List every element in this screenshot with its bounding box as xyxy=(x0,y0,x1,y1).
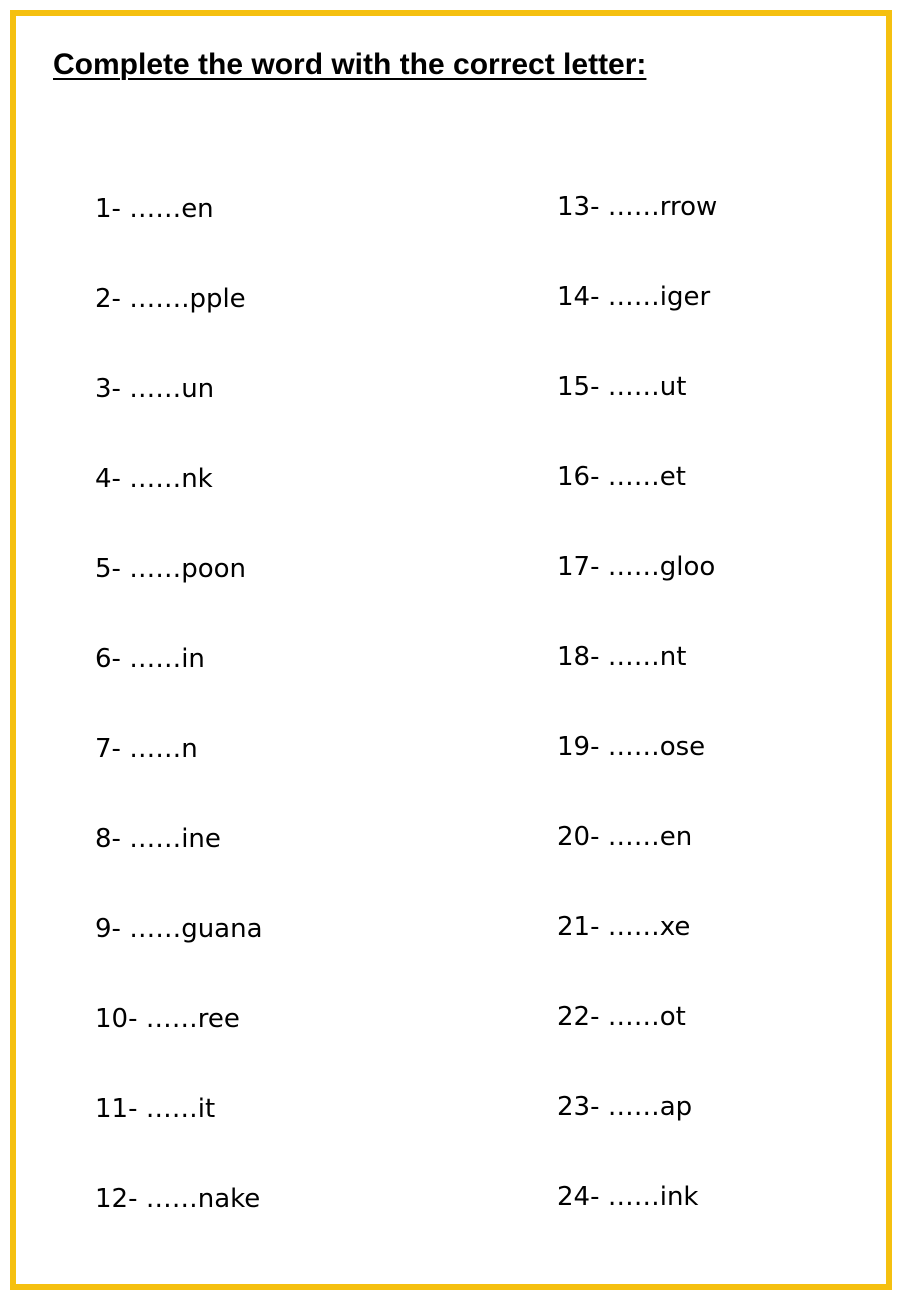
left-word-column xyxy=(95,0,455,1300)
exercise-item-9: 9- ……guana xyxy=(95,914,263,944)
exercise-item-3: 3- ……un xyxy=(95,374,215,404)
worksheet-title: Complete the word with the correct letter: xyxy=(53,48,647,81)
right-word-column xyxy=(557,0,900,1300)
exercise-item-10: 10- ……ree xyxy=(95,1004,240,1034)
exercise-item-11: 11- ……it xyxy=(95,1094,216,1124)
exercise-item-7: 7- ……n xyxy=(95,734,198,764)
exercise-item-5: 5- ……poon xyxy=(95,554,246,584)
exercise-item-2: 2- …….pple xyxy=(95,284,246,314)
exercise-item-1: 1- ……en xyxy=(95,194,214,224)
exercise-item-8: 8- ……ine xyxy=(95,824,221,854)
exercise-item-4: 4- ……nk xyxy=(95,464,213,494)
exercise-item-23: 23- ……ap xyxy=(557,1092,693,1122)
exercise-item-17: 17- ……gloo xyxy=(557,552,716,582)
exercise-item-15: 15- ……ut xyxy=(557,372,687,402)
exercise-item-18: 18- ……nt xyxy=(557,642,687,672)
exercise-item-20: 20- ……en xyxy=(557,822,693,852)
exercise-item-19: 19- ……ose xyxy=(557,732,706,762)
exercise-item-24: 24- ……ink xyxy=(557,1182,699,1212)
exercise-item-22: 22- ……ot xyxy=(557,1002,686,1032)
exercise-item-21: 21- ……xe xyxy=(557,912,691,942)
exercise-item-14: 14- ……iger xyxy=(557,282,711,312)
exercise-item-12: 12- ……nake xyxy=(95,1184,261,1214)
exercise-item-6: 6- ……in xyxy=(95,644,205,674)
exercise-item-13: 13- ……rrow xyxy=(557,192,718,222)
exercise-item-16: 16- ……et xyxy=(557,462,686,492)
